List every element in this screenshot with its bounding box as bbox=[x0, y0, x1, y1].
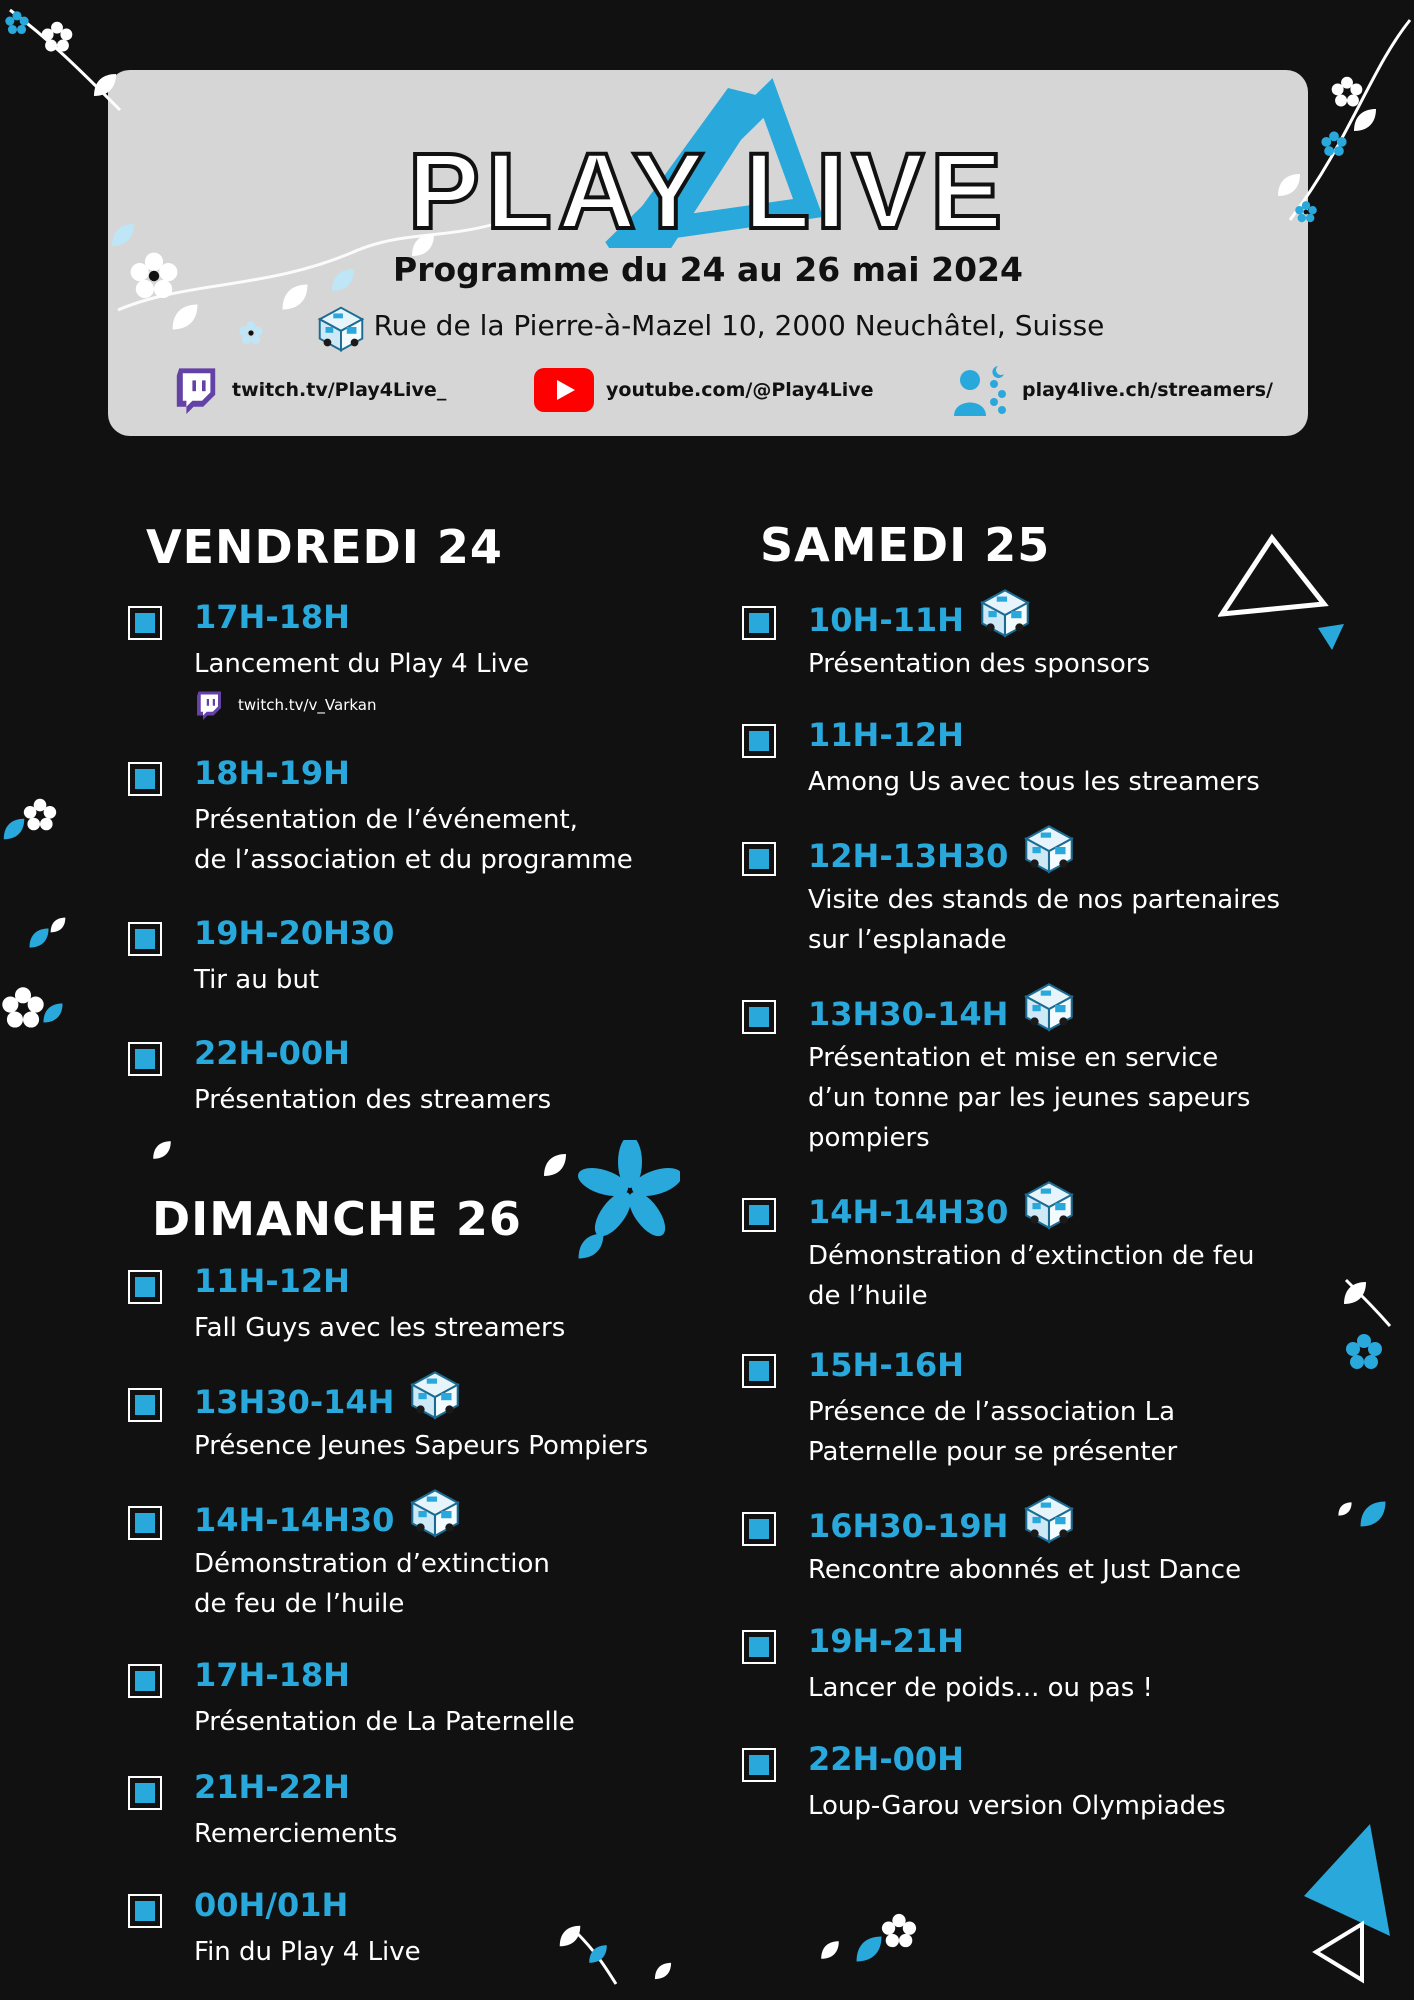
right-branch-icon bbox=[1270, 10, 1414, 260]
left-flower-icon bbox=[0, 785, 70, 855]
fire-truck-icon bbox=[404, 1362, 466, 1424]
event-time: 22H-00H bbox=[808, 1740, 964, 1778]
event-address bbox=[108, 298, 1308, 356]
corner-flowers-icon bbox=[0, 0, 140, 120]
event-description: Remerciements bbox=[194, 1819, 398, 1849]
twitch-link[interactable]: twitch.tv/Play4Live_ bbox=[172, 362, 446, 418]
header-card bbox=[108, 70, 1308, 436]
event-time: 22H-00H bbox=[194, 1034, 350, 1072]
checkbox[interactable] bbox=[742, 1000, 776, 1034]
event-description: Rencontre abonnés et Just Dance bbox=[808, 1555, 1242, 1585]
event-description: Tir au but bbox=[194, 965, 320, 995]
youtube-link[interactable]: youtube.com/@Play4Live bbox=[534, 362, 874, 418]
checkbox[interactable] bbox=[128, 1042, 162, 1076]
streamer-link[interactable]: twitch.tv/v_Varkan bbox=[194, 690, 377, 720]
event-time: 18H-19H bbox=[194, 754, 350, 792]
streamers-link[interactable]: play4live.ch/streamers/ bbox=[950, 362, 1273, 418]
checkbox[interactable] bbox=[742, 1630, 776, 1664]
event-subtitle: Programme du 24 au 26 mai 2024 bbox=[393, 250, 1023, 289]
event-time: 17H-18H bbox=[194, 1656, 350, 1694]
event-time: 00H/01H bbox=[194, 1886, 349, 1924]
corner-triangles-icon bbox=[1290, 1820, 1400, 1995]
small-leaf-icon bbox=[150, 1138, 180, 1162]
checkbox[interactable] bbox=[742, 1354, 776, 1388]
event-description: Démonstration d’extinction de feu de l’huile bbox=[194, 1549, 550, 1619]
checkbox[interactable] bbox=[742, 606, 776, 640]
checkbox[interactable] bbox=[742, 724, 776, 758]
event-time: 16H30-19H bbox=[808, 1504, 1080, 1548]
event-description: Présentation de l’événement, de l’association et du programme bbox=[194, 805, 633, 875]
right-flowers-icon bbox=[1336, 1270, 1396, 1380]
event-time: 19H-20H30 bbox=[194, 914, 395, 952]
event-description: Présentation et mise en service d’un tonne par les jeunes sapeurs pompiers bbox=[808, 1043, 1251, 1153]
checkbox[interactable] bbox=[128, 1388, 162, 1422]
event-description: Présence Jeunes Sapeurs Pompiers bbox=[194, 1431, 649, 1461]
event-description: Présentation de La Paternelle bbox=[194, 1707, 575, 1737]
streamers-icon bbox=[950, 364, 1010, 416]
checkbox[interactable] bbox=[128, 762, 162, 796]
event-description: Présentation des streamers bbox=[194, 1085, 552, 1115]
event-description: Présence de l’association La Paternelle pour se présenter bbox=[808, 1397, 1178, 1467]
checkbox[interactable] bbox=[128, 606, 162, 640]
twitch-icon bbox=[194, 690, 224, 720]
day-title-friday: VENDREDI 24 bbox=[146, 520, 503, 574]
event-time: 13H30-14H bbox=[808, 992, 1080, 1036]
blue-flower-icon bbox=[540, 1140, 680, 1270]
fire-truck-icon bbox=[1018, 1172, 1080, 1234]
event-time: 11H-12H bbox=[808, 716, 964, 754]
event-description: Lancement du Play 4 Live bbox=[194, 649, 530, 679]
event-time: 19H-21H bbox=[808, 1622, 964, 1660]
address-text: Rue de la Pierre-à-Mazel 10, 2000 Neuchâtel, Suisse bbox=[373, 309, 1105, 342]
event-time: 14H-14H30 bbox=[808, 1190, 1080, 1234]
event-time: 21H-22H bbox=[194, 1768, 350, 1806]
bottom-flower-icon bbox=[816, 1910, 926, 1980]
left-leaves-icon bbox=[26, 915, 76, 955]
day-title-saturday: SAMEDI 25 bbox=[760, 518, 1051, 572]
event-description: Lancer de poids... ou pas ! bbox=[808, 1673, 1153, 1703]
event-time: 10H-11H bbox=[808, 598, 1036, 642]
event-description: Loup-Garou version Olympiades bbox=[808, 1791, 1226, 1821]
checkbox[interactable] bbox=[128, 1776, 162, 1810]
event-time: 13H30-14H bbox=[194, 1380, 466, 1424]
event-description: Présentation des sponsors bbox=[808, 649, 1150, 679]
event-description: Among Us avec tous les streamers bbox=[808, 767, 1260, 797]
left-white-flower-icon bbox=[0, 985, 70, 1055]
twitch-icon bbox=[172, 366, 220, 414]
checkbox[interactable] bbox=[742, 842, 776, 876]
event-time: 11H-12H bbox=[194, 1262, 350, 1300]
play4live-logo-icon bbox=[108, 78, 1308, 248]
event-description: Visite des stands de nos partenaires sur l’esplanade bbox=[808, 885, 1281, 955]
event-description: Démonstration d’extinction de feu de l’huile bbox=[808, 1241, 1255, 1311]
day-title-sunday: DIMANCHE 26 bbox=[152, 1192, 522, 1246]
checkbox[interactable] bbox=[128, 1894, 162, 1928]
youtube-icon bbox=[534, 368, 594, 412]
fire-truck-icon bbox=[974, 580, 1036, 642]
checkbox[interactable] bbox=[742, 1748, 776, 1782]
fire-truck-icon bbox=[1018, 816, 1080, 878]
fire-truck-icon bbox=[312, 298, 370, 356]
checkbox[interactable] bbox=[128, 922, 162, 956]
event-time: 15H-16H bbox=[808, 1346, 964, 1384]
fire-truck-icon bbox=[1018, 1486, 1080, 1548]
svg-text:PLAY LIVE: PLAY LIVE bbox=[407, 130, 1009, 248]
fire-truck-icon bbox=[404, 1480, 466, 1542]
fire-truck-icon bbox=[1018, 974, 1080, 1036]
triangle-outline-icon bbox=[1218, 532, 1348, 652]
event-description: Fall Guys avec les streamers bbox=[194, 1313, 566, 1343]
checkbox[interactable] bbox=[742, 1198, 776, 1232]
checkbox[interactable] bbox=[128, 1270, 162, 1304]
event-time: 14H-14H30 bbox=[194, 1498, 466, 1542]
event-description: Fin du Play 4 Live bbox=[194, 1937, 421, 1967]
right-leaves-icon bbox=[1336, 1490, 1396, 1550]
checkbox[interactable] bbox=[742, 1512, 776, 1546]
checkbox[interactable] bbox=[128, 1506, 162, 1540]
event-time: 17H-18H bbox=[194, 598, 350, 636]
event-time: 12H-13H30 bbox=[808, 834, 1080, 878]
checkbox[interactable] bbox=[128, 1664, 162, 1698]
